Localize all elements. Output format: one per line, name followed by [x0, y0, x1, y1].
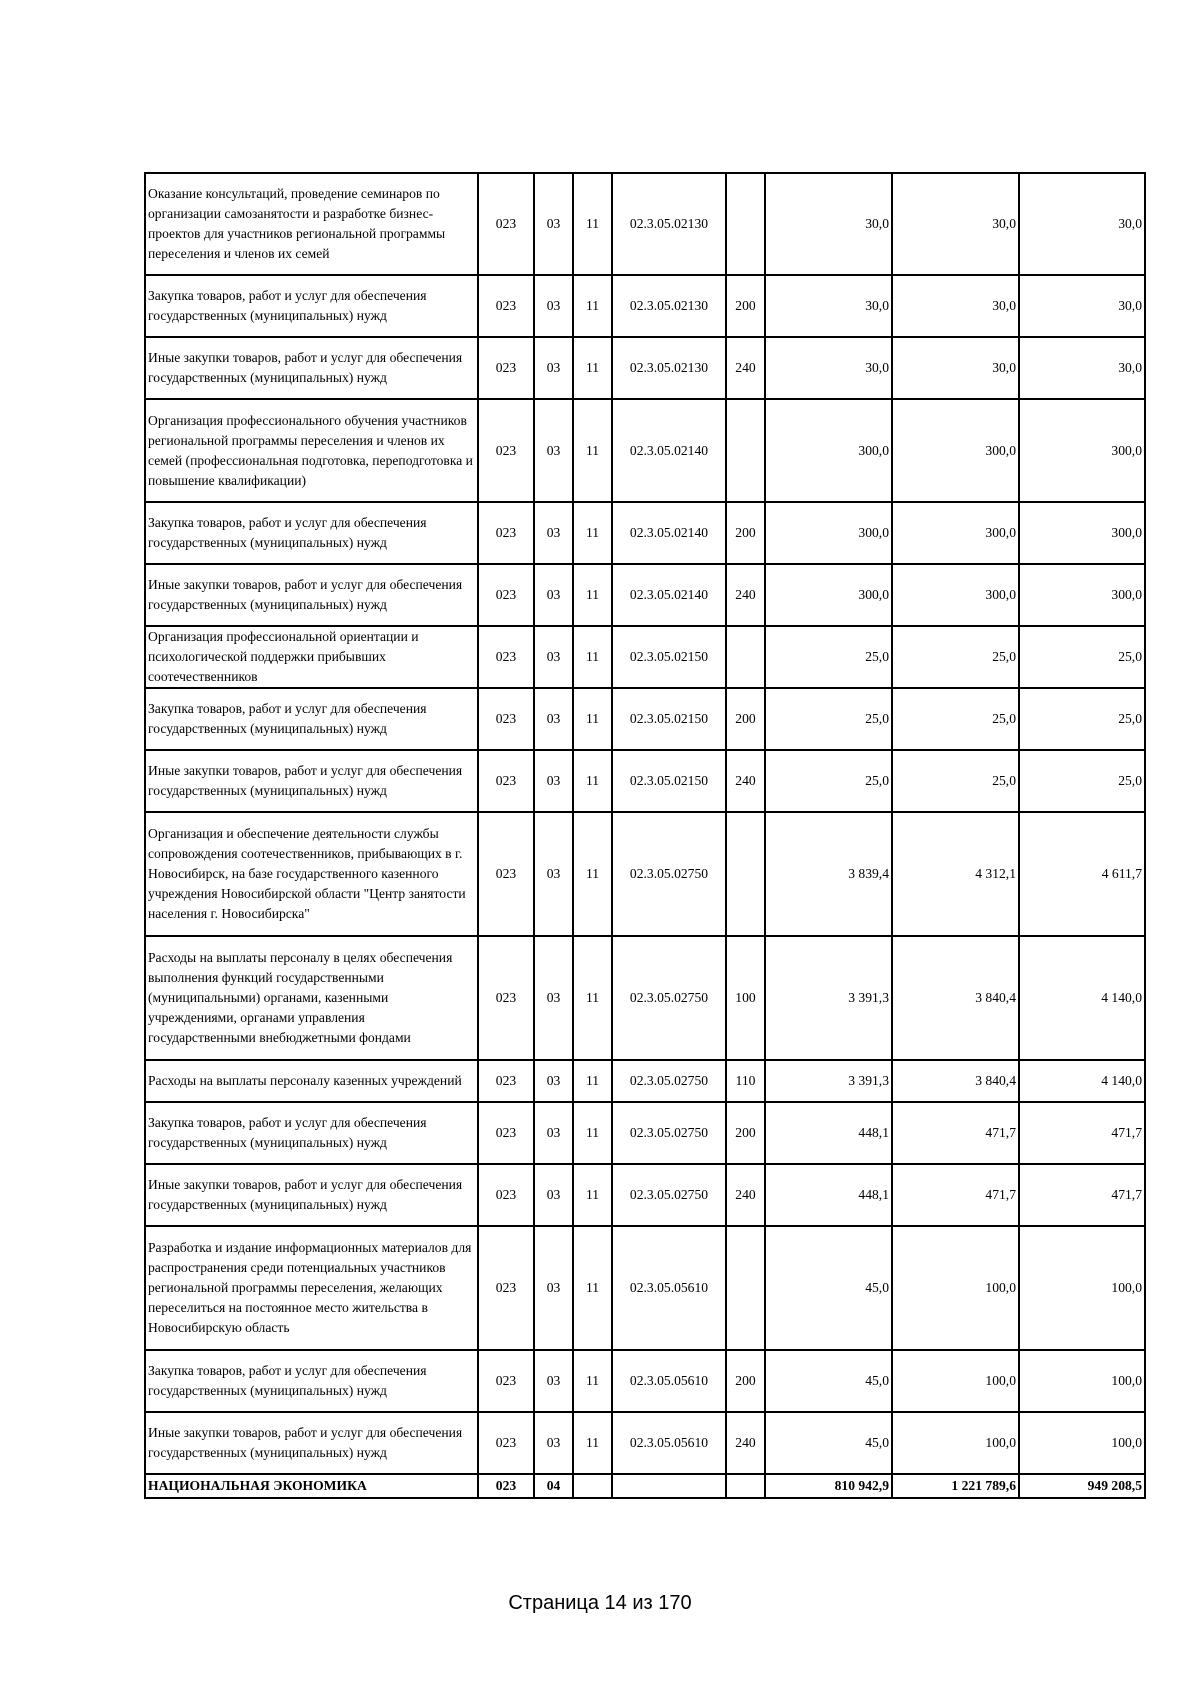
amount-year2-cell: 30,0 [892, 337, 1019, 399]
table-row [145, 626, 1145, 688]
expense-type-code-cell [726, 626, 765, 688]
section-code-cell: 03 [534, 1102, 573, 1164]
expense-type-code-cell: 110 [726, 1060, 765, 1102]
section-code-cell: 03 [534, 275, 573, 337]
subsection-code-cell: 11 [573, 1226, 612, 1350]
amount-year1-cell: 25,0 [765, 750, 892, 812]
subsection-code-cell: 11 [573, 275, 612, 337]
amount-year2-cell: 471,7 [892, 1102, 1019, 1164]
amount-year3-cell: 30,0 [1019, 275, 1145, 337]
ministry-code-cell: 023 [478, 337, 534, 399]
subsection-code-cell: 11 [573, 936, 612, 1060]
amount-year2-cell: 100,0 [892, 1350, 1019, 1412]
amount-year1-cell: 25,0 [765, 626, 892, 688]
section-code-cell: 03 [534, 750, 573, 812]
subsection-code-cell: 11 [573, 626, 612, 688]
table-row [145, 812, 1145, 936]
section-code-cell: 03 [534, 936, 573, 1060]
amount-year1-cell: 300,0 [765, 564, 892, 626]
subsection-code-cell: 11 [573, 337, 612, 399]
expense-name-cell: Закупка товаров, работ и услуг для обеспечения государственных (муниципальных) нужд [145, 1102, 478, 1164]
section-code-cell: 03 [534, 1164, 573, 1226]
subsection-code-cell: 11 [573, 750, 612, 812]
expense-name-cell: Закупка товаров, работ и услуг для обеспечения государственных (муниципальных) нужд [145, 275, 478, 337]
amount-year3-cell: 300,0 [1019, 502, 1145, 564]
amount-year2-cell: 25,0 [892, 688, 1019, 750]
amount-year1-cell: 810 942,9 [765, 1474, 892, 1498]
amount-year3-cell: 100,0 [1019, 1412, 1145, 1474]
subsection-code-cell: 11 [573, 1060, 612, 1102]
amount-year2-cell: 25,0 [892, 750, 1019, 812]
ministry-code-cell: 023 [478, 1474, 534, 1498]
expense-type-code-cell [726, 1474, 765, 1498]
table-row [145, 1164, 1145, 1226]
table-row [145, 1412, 1145, 1474]
amount-year1-cell: 3 839,4 [765, 812, 892, 936]
target-article-code-cell: 02.3.05.02130 [612, 173, 726, 275]
amount-year1-cell: 448,1 [765, 1102, 892, 1164]
amount-year3-cell: 471,7 [1019, 1164, 1145, 1226]
amount-year2-cell: 4 312,1 [892, 812, 1019, 936]
table-row [145, 502, 1145, 564]
expense-type-code-cell [726, 173, 765, 275]
amount-year3-cell: 25,0 [1019, 688, 1145, 750]
amount-year2-cell: 3 840,4 [892, 1060, 1019, 1102]
amount-year2-cell: 3 840,4 [892, 936, 1019, 1060]
table-row [145, 173, 1145, 275]
amount-year3-cell: 471,7 [1019, 1102, 1145, 1164]
expense-name-cell: Разработка и издание информационных материалов для распространения среди потенциальных участников региональной программы переселения, желающих переселиться на постоянное место жительства в Новосибирскую область [145, 1226, 478, 1350]
target-article-code-cell: 02.3.05.02750 [612, 1164, 726, 1226]
expense-type-code-cell: 240 [726, 564, 765, 626]
table-row [145, 399, 1145, 502]
subsection-code-cell: 11 [573, 688, 612, 750]
subsection-code-cell: 11 [573, 1350, 612, 1412]
expense-type-code-cell: 200 [726, 688, 765, 750]
amount-year1-cell: 45,0 [765, 1226, 892, 1350]
expense-type-code-cell: 240 [726, 750, 765, 812]
section-code-cell: 03 [534, 1060, 573, 1102]
expense-name-cell: Организация профессионального обучения участников региональной программы переселения и членов их семей (профессиональная подготовка, переподготовка и повышение квалификации) [145, 399, 478, 502]
ministry-code-cell: 023 [478, 275, 534, 337]
ministry-code-cell: 023 [478, 173, 534, 275]
target-article-code-cell: 02.3.05.02140 [612, 399, 726, 502]
expense-name-cell: Расходы на выплаты персоналу казенных учреждений [145, 1060, 478, 1102]
amount-year3-cell: 4 140,0 [1019, 936, 1145, 1060]
expense-name-cell: Закупка товаров, работ и услуг для обеспечения государственных (муниципальных) нужд [145, 1350, 478, 1412]
target-article-code-cell [612, 1474, 726, 1498]
amount-year3-cell: 30,0 [1019, 337, 1145, 399]
expense-type-code-cell [726, 812, 765, 936]
amount-year3-cell: 25,0 [1019, 626, 1145, 688]
table-row [145, 1060, 1145, 1102]
amount-year2-cell: 471,7 [892, 1164, 1019, 1226]
amount-year2-cell: 100,0 [892, 1226, 1019, 1350]
ministry-code-cell: 023 [478, 1060, 534, 1102]
target-article-code-cell: 02.3.05.02750 [612, 936, 726, 1060]
expense-name-cell: Закупка товаров, работ и услуг для обеспечения государственных (муниципальных) нужд [145, 688, 478, 750]
expense-name-cell: Иные закупки товаров, работ и услуг для обеспечения государственных (муниципальных) нужд [145, 750, 478, 812]
ministry-code-cell: 023 [478, 502, 534, 564]
section-code-cell: 03 [534, 502, 573, 564]
table-row [145, 688, 1145, 750]
budget-table [144, 172, 1146, 1499]
expense-type-code-cell: 200 [726, 502, 765, 564]
target-article-code-cell: 02.3.05.02140 [612, 564, 726, 626]
ministry-code-cell: 023 [478, 1350, 534, 1412]
amount-year1-cell: 30,0 [765, 173, 892, 275]
expense-type-code-cell: 100 [726, 936, 765, 1060]
target-article-code-cell: 02.3.05.02750 [612, 1060, 726, 1102]
table-row [145, 275, 1145, 337]
target-article-code-cell: 02.3.05.02750 [612, 812, 726, 936]
expense-type-code-cell: 200 [726, 1102, 765, 1164]
amount-year3-cell: 4 611,7 [1019, 812, 1145, 936]
ministry-code-cell: 023 [478, 936, 534, 1060]
amount-year3-cell: 300,0 [1019, 564, 1145, 626]
subsection-code-cell: 11 [573, 1164, 612, 1226]
subsection-code-cell: 11 [573, 1412, 612, 1474]
section-code-cell: 03 [534, 399, 573, 502]
subsection-code-cell: 11 [573, 812, 612, 936]
section-code-cell: 03 [534, 626, 573, 688]
section-code-cell: 03 [534, 1226, 573, 1350]
table-row [145, 1474, 1145, 1498]
section-code-cell: 03 [534, 173, 573, 275]
ministry-code-cell: 023 [478, 1102, 534, 1164]
amount-year2-cell: 1 221 789,6 [892, 1474, 1019, 1498]
target-article-code-cell: 02.3.05.05610 [612, 1226, 726, 1350]
amount-year1-cell: 448,1 [765, 1164, 892, 1226]
expense-name-cell: Оказание консультаций, проведение семинаров по организации самозанятости и разработке бизнес-проектов для участников региональной программы переселения и членов их семей [145, 173, 478, 275]
amount-year3-cell: 4 140,0 [1019, 1060, 1145, 1102]
section-code-cell: 03 [534, 812, 573, 936]
table-row [145, 936, 1145, 1060]
table-row [145, 1226, 1145, 1350]
amount-year1-cell: 45,0 [765, 1412, 892, 1474]
ministry-code-cell: 023 [478, 626, 534, 688]
ministry-code-cell: 023 [478, 564, 534, 626]
amount-year3-cell: 100,0 [1019, 1350, 1145, 1412]
page-number: Страница 14 из 170 [508, 1592, 692, 1614]
section-code-cell: 03 [534, 1350, 573, 1412]
expense-name-cell: Иные закупки товаров, работ и услуг для обеспечения государственных (муниципальных) нужд [145, 1412, 478, 1474]
expense-name-cell: Иные закупки товаров, работ и услуг для обеспечения государственных (муниципальных) нужд [145, 564, 478, 626]
amount-year3-cell: 100,0 [1019, 1226, 1145, 1350]
subsection-code-cell: 11 [573, 564, 612, 626]
ministry-code-cell: 023 [478, 688, 534, 750]
expense-name-cell: Организация и обеспечение деятельности службы сопровождения соотечественников, прибывающих в г. Новосибирск, на базе государственного казенного учреждения Новосибирской области "Центр занятости населения г. Новосибирска" [145, 812, 478, 936]
expense-type-code-cell: 200 [726, 275, 765, 337]
amount-year2-cell: 300,0 [892, 399, 1019, 502]
target-article-code-cell: 02.3.05.02150 [612, 688, 726, 750]
subsection-code-cell: 11 [573, 502, 612, 564]
amount-year1-cell: 25,0 [765, 688, 892, 750]
amount-year1-cell: 30,0 [765, 337, 892, 399]
amount-year3-cell: 30,0 [1019, 173, 1145, 275]
table-body [145, 173, 1145, 1498]
ministry-code-cell: 023 [478, 750, 534, 812]
amount-year1-cell: 3 391,3 [765, 936, 892, 1060]
amount-year2-cell: 30,0 [892, 275, 1019, 337]
subsection-code-cell [573, 1474, 612, 1498]
amount-year3-cell: 949 208,5 [1019, 1474, 1145, 1498]
expense-name-cell: Расходы на выплаты персоналу в целях обеспечения выполнения функций государственными (муниципальными) органами, казенными учреждениями, органами управления государственными внебюджетными фондами [145, 936, 478, 1060]
subsection-code-cell: 11 [573, 399, 612, 502]
budget-table-sheet [144, 172, 1144, 1499]
amount-year3-cell: 300,0 [1019, 399, 1145, 502]
amount-year1-cell: 45,0 [765, 1350, 892, 1412]
target-article-code-cell: 02.3.05.02130 [612, 275, 726, 337]
section-code-cell: 03 [534, 688, 573, 750]
table-row [145, 337, 1145, 399]
table-row [145, 564, 1145, 626]
ministry-code-cell: 023 [478, 399, 534, 502]
expense-type-code-cell [726, 399, 765, 502]
ministry-code-cell: 023 [478, 1226, 534, 1350]
amount-year1-cell: 300,0 [765, 502, 892, 564]
section-code-cell: 03 [534, 1412, 573, 1474]
target-article-code-cell: 02.3.05.02150 [612, 750, 726, 812]
section-code-cell: 03 [534, 564, 573, 626]
target-article-code-cell: 02.3.05.05610 [612, 1350, 726, 1412]
expense-name-cell: Закупка товаров, работ и услуг для обеспечения государственных (муниципальных) нужд [145, 502, 478, 564]
expense-name-cell: Иные закупки товаров, работ и услуг для обеспечения государственных (муниципальных) нужд [145, 337, 478, 399]
amount-year1-cell: 3 391,3 [765, 1060, 892, 1102]
target-article-code-cell: 02.3.05.02150 [612, 626, 726, 688]
table-row [145, 1102, 1145, 1164]
section-code-cell: 04 [534, 1474, 573, 1498]
subsection-code-cell: 11 [573, 1102, 612, 1164]
expense-type-code-cell: 200 [726, 1350, 765, 1412]
amount-year1-cell: 30,0 [765, 275, 892, 337]
expense-type-code-cell [726, 1226, 765, 1350]
table-row [145, 1350, 1145, 1412]
ministry-code-cell: 023 [478, 812, 534, 936]
amount-year1-cell: 300,0 [765, 399, 892, 502]
amount-year3-cell: 25,0 [1019, 750, 1145, 812]
amount-year2-cell: 25,0 [892, 626, 1019, 688]
target-article-code-cell: 02.3.05.02140 [612, 502, 726, 564]
amount-year2-cell: 30,0 [892, 173, 1019, 275]
section-code-cell: 03 [534, 337, 573, 399]
expense-type-code-cell: 240 [726, 1164, 765, 1226]
expense-name-cell: Иные закупки товаров, работ и услуг для обеспечения государственных (муниципальных) нужд [145, 1164, 478, 1226]
target-article-code-cell: 02.3.05.05610 [612, 1412, 726, 1474]
ministry-code-cell: 023 [478, 1412, 534, 1474]
expense-type-code-cell: 240 [726, 337, 765, 399]
amount-year2-cell: 100,0 [892, 1412, 1019, 1474]
subsection-code-cell: 11 [573, 173, 612, 275]
amount-year2-cell: 300,0 [892, 564, 1019, 626]
amount-year2-cell: 300,0 [892, 502, 1019, 564]
expense-name-cell: НАЦИОНАЛЬНАЯ ЭКОНОМИКА [145, 1474, 478, 1498]
target-article-code-cell: 02.3.05.02750 [612, 1102, 726, 1164]
expense-name-cell: Организация профессиональной ориентации и психологической поддержки прибывших соотечественников [145, 626, 478, 688]
ministry-code-cell: 023 [478, 1164, 534, 1226]
expense-type-code-cell: 240 [726, 1412, 765, 1474]
target-article-code-cell: 02.3.05.02130 [612, 337, 726, 399]
table-row [145, 750, 1145, 812]
